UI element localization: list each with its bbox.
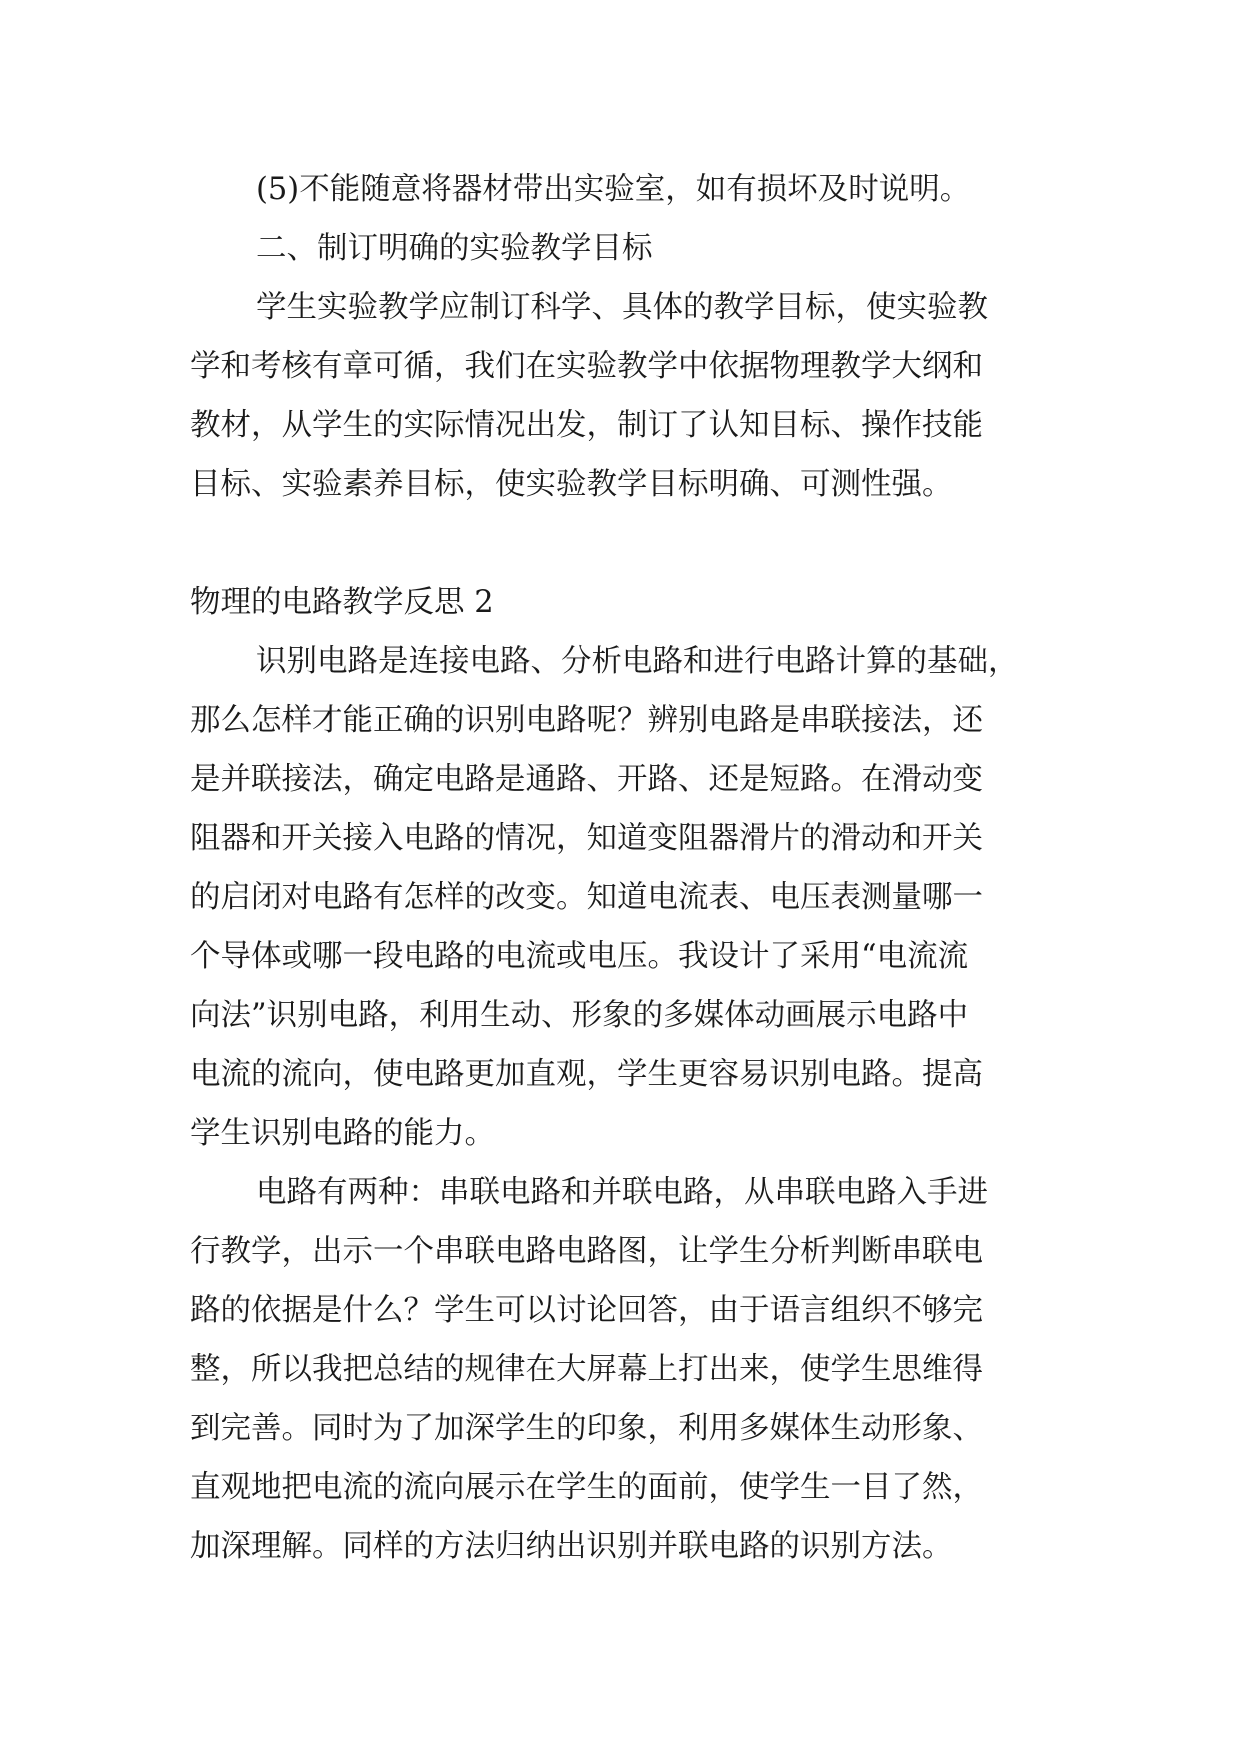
text-line: 教材，从学生的实际情况出发，制订了认知目标、操作技能	[190, 408, 983, 443]
paragraph	[190, 278, 1052, 514]
paragraph	[190, 632, 1052, 1163]
document-title: 物理的电路教学反思 2	[190, 585, 494, 620]
text-line: 电流的流向，使电路更加直观，学生更容易识别电路。提高	[190, 1057, 983, 1092]
text-line: 电路有两种：串联电路和并联电路，从串联电路入手进	[256, 1175, 988, 1210]
document-page	[190, 160, 1052, 1576]
text-line: 到完善。同时为了加深学生的印象，利用多媒体生动形象、	[190, 1411, 983, 1446]
text-line: 路的依据是什么？学生可以讨论回答，由于语言组织不够完	[190, 1293, 983, 1328]
text-line: 阻器和开关接入电路的情况，知道变阻器滑片的滑动和开关	[190, 821, 983, 856]
text-line: 直观地把电流的流向展示在学生的面前，使学生一目了然，	[190, 1470, 983, 1505]
text-line: 学生识别电路的能力。	[190, 1116, 495, 1151]
text-line: 学和考核有章可循，我们在实验教学中依据物理教学大纲和	[190, 349, 983, 384]
text-line: 那么怎样才能正确的识别电路呢？辨别电路是串联接法，还	[190, 703, 983, 738]
text-line: 整，所以我把总结的规律在大屏幕上打出来，使学生思维得	[190, 1352, 983, 1387]
text-line: 加深理解。同样的方法归纳出识别并联电路的识别方法。	[190, 1529, 953, 1564]
text-line: 学生实验教学应制订科学、具体的教学目标，使实验教	[256, 290, 988, 325]
text-line: 向法”识别电路，利用生动、形象的多媒体动画展示电路中	[190, 998, 969, 1033]
section-heading: 二、制订明确的实验教学目标	[256, 231, 653, 266]
text-line: 行教学，出示一个串联电路电路图，让学生分析判断串联电	[190, 1234, 983, 1269]
paragraph	[190, 1163, 1052, 1576]
text-line: 的启闭对电路有怎样的改变。知道电流表、电压表测量哪一	[190, 880, 983, 915]
list-item-5: (5)不能随意将器材带出实验室，如有损坏及时说明。	[256, 172, 971, 207]
spacer	[190, 514, 1052, 573]
text-line: 识别电路是连接电路、分析电路和进行电路计算的基础，	[256, 644, 1019, 679]
text-line: 是并联接法，确定电路是通路、开路、还是短路。在滑动变	[190, 762, 983, 797]
text-line: 目标、实验素养目标，使实验教学目标明确、可测性强。	[190, 467, 953, 502]
text-line: 个导体或哪一段电路的电流或电压。我设计了采用“电流流	[190, 939, 969, 974]
